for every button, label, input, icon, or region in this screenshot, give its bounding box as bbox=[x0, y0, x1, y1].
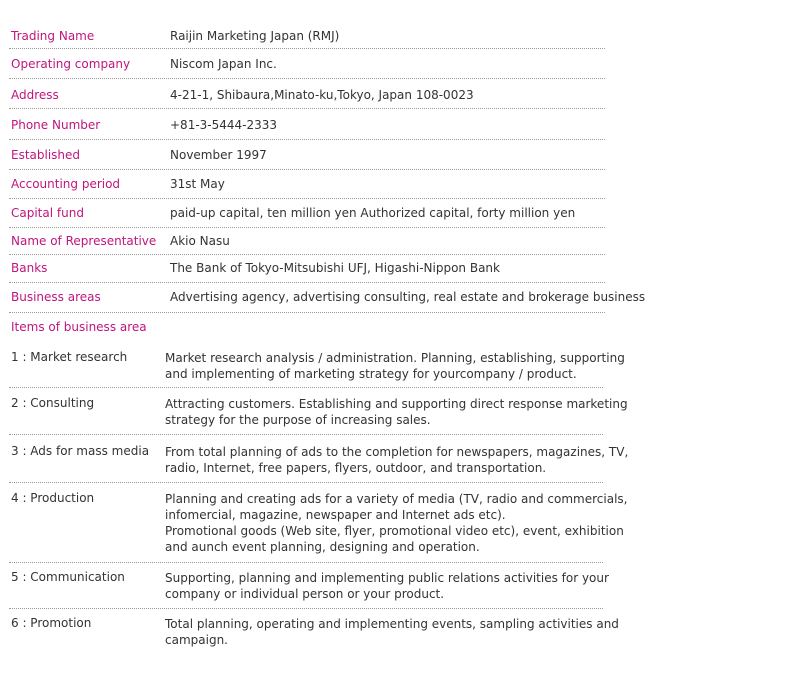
business-item-production bbox=[9, 491, 628, 563]
description-line: Attracting customers. Establishing and supporting direct response marketing bbox=[165, 397, 628, 411]
info-value: Niscom Japan Inc. bbox=[170, 57, 277, 71]
description-line: strategy for the purpose of increasing sales. bbox=[165, 413, 431, 427]
info-label: Capital fund bbox=[11, 206, 84, 220]
info-label: Established bbox=[11, 148, 81, 162]
info-label: Name of Representative bbox=[11, 234, 157, 248]
description-line: and implementing of marketing strategy for yourcompany / product. bbox=[165, 367, 577, 381]
info-row-representative bbox=[9, 228, 605, 255]
business-item-description bbox=[165, 491, 628, 555]
info-label: Address bbox=[11, 88, 59, 102]
business-item-description bbox=[165, 350, 625, 382]
description-line: Total planning, operating and implementing events, sampling activities and bbox=[165, 617, 619, 631]
info-value: paid-up capital, ten million yen Authorized capital, forty million yen bbox=[170, 206, 576, 220]
description-line: Promotional goods (Web site, flyer, promotional video etc), event, exhibition bbox=[165, 524, 624, 538]
description-line: Planning and creating ads for a variety of media (TV, radio and commercials, bbox=[165, 492, 628, 506]
description-line: Market research analysis / administration. Planning, establishing, supporting bbox=[165, 351, 625, 365]
business-item-number: 3 : Ads for mass media bbox=[11, 444, 150, 458]
info-label: Phone Number bbox=[11, 118, 101, 132]
info-row-operating-company bbox=[9, 49, 605, 79]
info-value: Raijin Marketing Japan (RMJ) bbox=[170, 29, 340, 43]
description-line: company or individual person or your product. bbox=[165, 587, 445, 601]
business-item-description bbox=[165, 396, 628, 428]
info-value: The Bank of Tokyo-Mitsubishi UFJ, Higashi-Nippon Bank bbox=[170, 261, 500, 275]
info-row-business-areas bbox=[9, 283, 646, 313]
business-item-number: 5 : Communication bbox=[11, 570, 125, 584]
info-row-address bbox=[9, 79, 605, 109]
section-heading: Items of business area bbox=[11, 320, 147, 334]
info-label: Banks bbox=[11, 261, 48, 275]
info-label: Operating company bbox=[11, 57, 131, 71]
description-line: Supporting, planning and implementing public relations activities for your bbox=[165, 571, 609, 585]
business-item-description bbox=[165, 616, 619, 648]
info-row-accounting-period bbox=[9, 170, 605, 199]
info-row-banks bbox=[9, 255, 605, 283]
info-row-established bbox=[9, 140, 605, 170]
description-line: radio, Internet, free papers, flyers, outdoor, and transportation. bbox=[165, 461, 547, 475]
description-line: From total planning of ads to the completion for newspapers, magazines, TV, bbox=[165, 445, 629, 459]
business-item-consulting bbox=[9, 396, 628, 435]
info-value: Advertising agency, advertising consulting, real estate and brokerage business bbox=[170, 290, 646, 304]
business-item-promotion bbox=[9, 616, 619, 654]
business-item-number: 2 : Consulting bbox=[11, 396, 95, 410]
business-item-communication bbox=[9, 570, 609, 609]
info-value: +81-3-5444-2333 bbox=[170, 118, 278, 132]
info-label: Trading Name bbox=[11, 29, 95, 43]
business-item-description bbox=[165, 444, 629, 476]
description-line: infomercial, magazine, newspaper and Internet ads etc). bbox=[165, 508, 506, 522]
info-value: Akio Nasu bbox=[170, 234, 230, 248]
business-item-ads-mass-media bbox=[9, 444, 629, 483]
info-row-capital-fund bbox=[9, 199, 605, 228]
business-item-description bbox=[165, 570, 609, 602]
info-value: 31st May bbox=[170, 177, 225, 191]
business-item-number: 4 : Production bbox=[11, 491, 95, 505]
description-line: campaign. bbox=[165, 633, 228, 647]
info-row-trading-name bbox=[9, 22, 605, 49]
business-item-number: 6 : Promotion bbox=[11, 616, 92, 630]
info-value: November 1997 bbox=[170, 148, 267, 162]
info-label: Accounting period bbox=[11, 177, 121, 191]
description-line: and aunch event planning, designing and operation. bbox=[165, 540, 480, 554]
business-item-number: 1 : Market research bbox=[11, 350, 128, 364]
info-row-phone-number bbox=[9, 109, 605, 140]
info-label: Business areas bbox=[11, 290, 101, 304]
business-item-market-research bbox=[9, 350, 625, 388]
info-value: 4-21-1, Shibaura,Minato-ku,Tokyo, Japan 108-0023 bbox=[170, 88, 474, 102]
